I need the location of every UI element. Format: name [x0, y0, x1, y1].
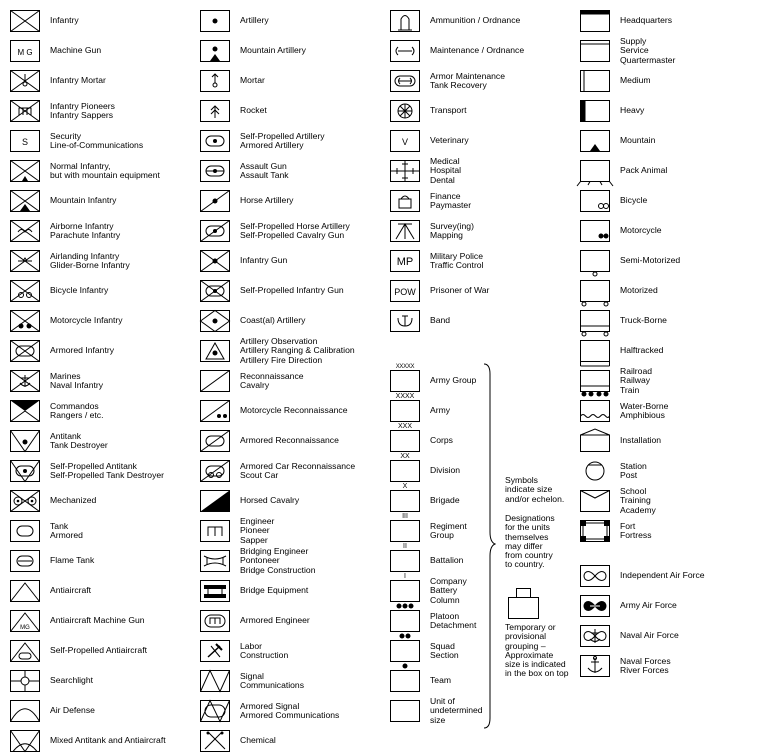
symbol-label: Pack Animal: [620, 165, 668, 176]
rocket-icon: [200, 100, 230, 122]
symbol-row-security: [10, 126, 195, 156]
symbol-row-corps: [390, 423, 525, 456]
symbol-row-army-group: [390, 366, 525, 396]
symbol-row-mechanized: [10, 486, 195, 516]
symbol-label: Supply Service Quartermaster: [620, 36, 676, 65]
military-police-icon: [390, 250, 420, 272]
corps-icon: [390, 423, 420, 452]
svg-text:II: II: [403, 543, 407, 550]
symbol-label: Railroad Railway Train: [620, 366, 653, 395]
symbol-label: Bicycle Infantry: [50, 285, 109, 296]
symbol-row-prisoner-of-war: [390, 276, 525, 306]
symbol-label: Infantry Gun: [240, 255, 288, 266]
symbol-row-rocket: [200, 96, 385, 126]
naval-forces-icon: [580, 655, 610, 677]
signal-icon: [200, 670, 230, 692]
symbol-row-commandos: [10, 396, 195, 426]
symbol-label: Self-Propelled Horse Artillery Self-Propelled Cavalry Gun: [240, 220, 350, 240]
symbol-label: Machine Gun: [50, 45, 102, 56]
symbol-label: Labor Construction: [240, 640, 289, 660]
army-air-force-icon: [580, 595, 610, 617]
symbol-label: Motorized: [620, 285, 658, 296]
armor-maintenance-icon: [390, 70, 420, 92]
symbol-row-air-defense: [10, 696, 195, 726]
symbol-label: Survey(ing) Mapping: [430, 220, 474, 240]
symbol-label: Company Battery Column: [430, 576, 467, 605]
machine-gun-icon: [10, 40, 40, 62]
symbol-row-self-propelled-artillery: [200, 126, 385, 156]
symbol-row-motorized: [580, 276, 760, 306]
svg-text:X: X: [402, 483, 408, 490]
symbol-row-reconnaissance: [200, 366, 385, 396]
symbol-row-motorcycle-infantry: [10, 306, 195, 336]
antiaircraft-icon: [10, 580, 40, 602]
regiment-icon: [390, 513, 420, 542]
symbol-label: Antiaircraft: [50, 585, 92, 596]
ammunition-icon: [390, 10, 420, 32]
symbol-row-armored-reconnaissance: [200, 426, 385, 456]
halftracked-icon: [580, 340, 610, 362]
symbol-label: Armor Maintenance Tank Recovery: [430, 70, 505, 90]
symbol-label: Motorcycle: [620, 225, 662, 236]
engineer-icon: [200, 520, 230, 542]
symbol-label: Regiment Group: [430, 520, 467, 540]
symbol-label: Air Defense: [50, 705, 95, 716]
symbol-label: Station Post: [620, 460, 647, 480]
symbol-label: Ammunition / Ordnance: [430, 15, 521, 26]
unit-undetermined-icon: [390, 700, 420, 722]
mortar-icon: [200, 70, 230, 92]
symbol-row-army-air-force: [580, 591, 760, 621]
horse-artillery-icon: [200, 190, 230, 212]
symbol-row-motorcycle-reconnaissance: [200, 396, 385, 426]
note-size-echelon: Symbols indicate size and/or echelon.: [505, 475, 565, 504]
naval-air-force-icon: [580, 625, 610, 647]
symbol-row-armored-infantry: [10, 336, 195, 366]
self-propelled-infantry-gun-icon: [200, 280, 230, 302]
self-propelled-horse-artillery-icon: [200, 220, 230, 242]
symbol-label: Self-Propelled Antitank Self-Propelled Tank Destroyer: [50, 460, 165, 480]
symbol-row-flame-tank: [10, 546, 195, 576]
symbol-row-military-police: [390, 246, 525, 276]
symbol-row-armor-maintenance: [390, 66, 525, 96]
flame-tank-icon: [10, 550, 40, 572]
symbol-label: Armored Signal Armored Communications: [240, 700, 340, 720]
airlanding-infantry-icon: [10, 250, 40, 272]
symbol-label: Transport: [430, 105, 467, 116]
symbol-label: School Training Academy: [620, 486, 656, 515]
svg-text:I: I: [404, 573, 406, 580]
symbol-row-mountain-infantry: [10, 186, 195, 216]
labor-icon: [200, 640, 230, 662]
symbol-label: Army Air Force: [620, 600, 677, 611]
fort-icon: [580, 520, 610, 542]
symbol-label: Motorcycle Infantry: [50, 315, 123, 326]
symbol-row-unit-undetermined: [390, 696, 525, 726]
armored-reconnaissance-icon: [200, 430, 230, 452]
symbol-row-airlanding-infantry: [10, 246, 195, 276]
symbol-row-antiaircraft: [10, 576, 195, 606]
symbol-row-heavy: [580, 96, 760, 126]
mixed-antitank-antiaircraft-icon: [10, 730, 40, 752]
symbol-row-transport: [390, 96, 525, 126]
army-group-icon: [390, 364, 420, 392]
symbol-label: Security Line-of-Communications: [50, 130, 144, 150]
symbol-label: Corps: [430, 435, 453, 446]
symbol-row-mortar: [200, 66, 385, 96]
bridge-equipment-icon: [200, 580, 230, 602]
assault-gun-icon: [200, 160, 230, 182]
svg-text:S: S: [21, 137, 29, 147]
symbol-label: Division: [430, 465, 461, 476]
symbol-row-ammunition: [390, 6, 525, 36]
symbol-row-signal: [200, 666, 385, 696]
symbol-label: Mechanized: [50, 495, 97, 506]
antiaircraft-machine-gun-icon: [10, 610, 40, 632]
air-defense-icon: [10, 700, 40, 722]
truck-borne-icon: [580, 310, 610, 332]
symbol-label: Water-Borne Amphibious: [620, 400, 669, 420]
symbol-label: Self-Propelled Artillery Armored Artillery: [240, 130, 325, 150]
symbol-row-band: [390, 306, 525, 336]
symbol-label: Prisoner of War: [430, 285, 490, 296]
symbol-label: Chemical: [240, 735, 276, 746]
airborne-infantry-icon: [10, 220, 40, 242]
artillery-icon: [200, 10, 230, 32]
tank-icon: [10, 520, 40, 542]
symbol-row-headquarters: [580, 6, 760, 36]
symbol-row-self-propelled-antiaircraft: [10, 636, 195, 666]
infantry-gun-icon: [200, 250, 230, 272]
symbol-row-naval-forces: [580, 651, 760, 681]
symbol-label: Mountain Artillery: [240, 45, 306, 56]
searchlight-icon: [10, 670, 40, 692]
station-icon: [580, 460, 610, 482]
symbol-row-bicycle: [580, 186, 760, 216]
symbol-label: Mountain: [620, 135, 656, 146]
symbol-row-labor: [200, 636, 385, 666]
symbol-row-veterinary: [390, 126, 525, 156]
infantry-mortar-icon: [10, 70, 40, 92]
symbol-label: Squad Section: [430, 640, 459, 660]
symbol-label: Airlanding Infantry Glider-Borne Infantry: [50, 250, 130, 270]
symbol-row-medical: [390, 156, 525, 186]
svg-text:XX: XX: [400, 453, 410, 460]
armored-engineer-icon: [200, 610, 230, 632]
symbol-label: Medical Hospital Dental: [430, 156, 462, 185]
symbol-row-independent-air-force: [580, 561, 760, 591]
symbol-row-horsed-cavalry: [200, 486, 385, 516]
finance-icon: [390, 190, 420, 212]
symbol-label: Horsed Cavalry: [240, 495, 300, 506]
symbol-row-marines: [10, 366, 195, 396]
symbol-row-mountain: [580, 126, 760, 156]
symbol-label: Fort Fortress: [620, 520, 652, 540]
platoon-icon: [390, 610, 420, 632]
symbol-row-artillery-observation: [200, 336, 385, 366]
svg-text:M G: M G: [17, 48, 33, 57]
bicycle-icon: [580, 190, 610, 212]
symbol-label: Armored Engineer: [240, 615, 310, 626]
symbol-label: Army: [430, 405, 451, 416]
mountain-icon: [580, 130, 610, 152]
symbol-label: Tank Armored: [50, 520, 83, 540]
symbol-row-armored-car-reconnaissance: [200, 456, 385, 486]
motorcycle-infantry-icon: [10, 310, 40, 332]
symbol-row-army: [390, 393, 525, 426]
band-icon: [390, 310, 420, 332]
coastal-artillery-icon: [200, 310, 230, 332]
motorcycle-reconnaissance-icon: [200, 400, 230, 422]
pack-animal-icon: [580, 160, 610, 182]
symbol-row-chemical: [200, 726, 385, 756]
symbol-row-company: [390, 573, 525, 606]
motorized-icon: [580, 280, 610, 302]
svg-text:V: V: [401, 137, 409, 147]
symbol-label: Infantry Mortar: [50, 75, 106, 86]
armored-signal-icon: [200, 700, 230, 722]
symbol-label: Halftracked: [620, 345, 664, 356]
symbol-label: Battalion: [430, 555, 464, 566]
symbol-label: Self-Propelled Antiaircraft: [50, 645, 147, 656]
symbol-row-antitank: [10, 426, 195, 456]
symbol-label: Independent Air Force: [620, 570, 705, 581]
symbol-label: Band: [430, 315, 451, 326]
svg-text:XXXX: XXXX: [395, 393, 415, 400]
symbol-row-fort: [580, 516, 760, 546]
symbol-label: Veterinary: [430, 135, 469, 146]
svg-text:XXX: XXX: [397, 423, 413, 430]
independent-air-force-icon: [580, 565, 610, 587]
symbol-label: Headquarters: [620, 15, 673, 26]
security-icon: [10, 130, 40, 152]
svg-text:MP: MP: [396, 256, 414, 268]
infantry-pioneers-icon: [10, 100, 40, 122]
railroad-icon: [580, 370, 610, 392]
symbol-row-surveying: [390, 216, 525, 246]
svg-text:MG: MG: [20, 625, 30, 631]
prisoner-of-war-icon: [390, 280, 420, 302]
symbol-label: Rocket: [240, 105, 267, 116]
symbol-label: Commandos Rangers / etc.: [50, 400, 104, 420]
reconnaissance-icon: [200, 370, 230, 392]
symbol-row-semi-motorized: [580, 246, 760, 276]
transport-icon: [390, 100, 420, 122]
symbol-row-blank: [390, 336, 525, 366]
symbol-label: Maintenance / Ordnance: [430, 45, 525, 56]
normal-infantry-mountain-icon: [10, 160, 40, 182]
symbol-row-machine-gun: [10, 36, 195, 66]
symbol-label: Marines Naval Infantry: [50, 370, 104, 390]
installation-icon: [580, 430, 610, 452]
symbol-label: Military Police Traffic Control: [430, 250, 484, 270]
symbol-label: Bridge Equipment: [240, 585, 309, 596]
symbol-row-railroad: [580, 366, 760, 396]
symbol-row-antiaircraft-machine-gun: [10, 606, 195, 636]
mountain-artillery-icon: [200, 40, 230, 62]
symbol-label: Installation: [620, 435, 662, 446]
infantry-icon: [10, 10, 40, 32]
school-icon: [580, 490, 610, 512]
symbol-label: Naval Forces River Forces: [620, 655, 671, 675]
symbol-row-tank: [10, 516, 195, 546]
symbol-label: Platoon Detachment: [430, 610, 477, 630]
battalion-icon: [390, 543, 420, 572]
svg-text:III: III: [402, 513, 408, 520]
chemical-icon: [200, 730, 230, 752]
medium-icon: [580, 70, 610, 92]
symbol-label: Horse Artillery: [240, 195, 294, 206]
symbol-row-water-borne: [580, 396, 760, 426]
symbol-row-mountain-artillery: [200, 36, 385, 66]
symbol-row-searchlight: [10, 666, 195, 696]
symbol-row-artillery: [200, 6, 385, 36]
self-propelled-antitank-icon: [10, 460, 40, 482]
veterinary-icon: [390, 130, 420, 152]
symbol-label: Bicycle: [620, 195, 648, 206]
symbol-row-infantry: [10, 6, 195, 36]
supply-icon: [580, 40, 610, 62]
horsed-cavalry-icon: [200, 490, 230, 512]
symbol-row-mixed-antitank-antiaircraft: [10, 726, 195, 756]
symbol-label: Naval Air Force: [620, 630, 679, 641]
symbol-label: Infantry Pioneers Infantry Sappers: [50, 100, 115, 120]
army-icon: [390, 393, 420, 422]
medical-icon: [390, 160, 420, 182]
symbol-row-armored-engineer: [200, 606, 385, 636]
symbol-row-coastal-artillery: [200, 306, 385, 336]
symbol-row-supply: [580, 36, 760, 66]
symbol-row-assault-gun: [200, 156, 385, 186]
symbol-label: Infantry: [50, 15, 79, 26]
symbol-row-infantry-gun: [200, 246, 385, 276]
symbol-row-school: [580, 486, 760, 516]
symbol-row-self-propelled-infantry-gun: [200, 276, 385, 306]
mountain-infantry-icon: [10, 190, 40, 212]
symbol-row-medium: [580, 66, 760, 96]
symbol-label: Mixed Antitank and Antiaircraft: [50, 735, 166, 746]
symbol-label: Army Group: [430, 375, 477, 386]
armored-car-reconnaissance-icon: [200, 460, 230, 482]
svg-text:XXXXX: XXXXX: [395, 364, 415, 370]
symbol-row-pack-animal: [580, 156, 760, 186]
symbol-label: Semi-Motorized: [620, 255, 681, 266]
symbol-row-infantry-pioneers: [10, 96, 195, 126]
symbol-row-engineer: [200, 516, 385, 546]
headquarters-icon: [580, 10, 610, 32]
svg-text:POW: POW: [394, 287, 416, 297]
bridging-engineer-icon: [200, 550, 230, 572]
symbol-label: Armored Car Reconnaissance Scout Car: [240, 460, 356, 480]
symbol-label: Artillery: [240, 15, 269, 26]
symbol-label: Mountain Infantry: [50, 195, 117, 206]
symbol-row-bicycle-infantry: [10, 276, 195, 306]
symbol-label: Finance Paymaster: [430, 190, 472, 210]
symbol-row-truck-borne: [580, 306, 760, 336]
symbol-row-normal-infantry-mountain: [10, 156, 195, 186]
company-icon: [390, 573, 420, 602]
symbol-row-armored-signal: [200, 696, 385, 726]
symbol-label: Antitank Tank Destroyer: [50, 430, 108, 450]
self-propelled-artillery-icon: [200, 130, 230, 152]
symbol-row-naval-air-force: [580, 621, 760, 651]
symbol-label: Brigade: [430, 495, 460, 506]
symbol-row-bridge-equipment: [200, 576, 385, 606]
heavy-icon: [580, 100, 610, 122]
symbol-label: Armored Reconnaissance: [240, 435, 339, 446]
symbol-label: Medium: [620, 75, 651, 86]
symbol-label: Signal Communications: [240, 670, 304, 690]
symbol-row-self-propelled-antitank: [10, 456, 195, 486]
maintenance-icon: [390, 40, 420, 62]
symbol-label: Reconnaissance Cavalry: [240, 370, 304, 390]
surveying-icon: [390, 220, 420, 242]
note-designations: Designations for the units themselves may differ from country to country.: [505, 513, 555, 570]
water-borne-icon: [580, 400, 610, 422]
symbol-row-motorcycle: [580, 216, 760, 246]
symbol-label: Motorcycle Reconnaissance: [240, 405, 348, 416]
symbol-row-finance: [390, 186, 525, 216]
marines-icon: [10, 370, 40, 392]
squad-icon: [390, 640, 420, 662]
temporary-grouping-icon: [508, 588, 542, 622]
symbol-label: Heavy: [620, 105, 645, 116]
armored-infantry-icon: [10, 340, 40, 362]
symbol-label: Engineer Pioneer Sapper: [240, 516, 275, 545]
symbol-row-bridging-engineer: [200, 546, 385, 576]
symbol-label: Team: [430, 675, 452, 686]
symbol-row-airborne-infantry: [10, 216, 195, 246]
team-icon: [390, 670, 420, 692]
semi-motorized-icon: [580, 250, 610, 272]
bicycle-infantry-icon: [10, 280, 40, 302]
symbol-row-installation: [580, 426, 760, 456]
self-propelled-antiaircraft-icon: [10, 640, 40, 662]
symbol-label: Normal Infantry, but with mountain equipment: [50, 160, 160, 180]
symbol-row-horse-artillery: [200, 186, 385, 216]
symbol-row-self-propelled-horse-artillery: [200, 216, 385, 246]
symbol-row-halftracked: [580, 336, 760, 366]
division-icon: [390, 453, 420, 482]
artillery-observation-icon: [200, 340, 230, 362]
symbol-label: Antiaircraft Machine Gun: [50, 615, 145, 626]
symbol-label: Assault Gun Assault Tank: [240, 160, 289, 180]
mechanized-icon: [10, 490, 40, 512]
symbol-label: Airborne Infantry Parachute Infantry: [50, 220, 121, 240]
symbol-label: Armored Infantry: [50, 345, 114, 356]
symbol-row-infantry-mortar: [10, 66, 195, 96]
symbol-row-maintenance: [390, 36, 525, 66]
blank-icon: [390, 340, 420, 362]
echelon-brace-icon: [482, 362, 496, 732]
symbol-label: Unit of undetermined size: [430, 696, 483, 725]
symbol-label: Self-Propelled Infantry Gun: [240, 285, 344, 296]
motorcycle-icon: [580, 220, 610, 242]
symbol-label: Artillery Observation Artillery Ranging & Calibration Artillery Fire Direction: [240, 336, 355, 365]
symbol-label: Truck-Borne: [620, 315, 667, 326]
symbol-label: Mortar: [240, 75, 265, 86]
symbol-label: Bridging Engineer Pontoneer Bridge Construction: [240, 546, 316, 575]
symbol-label: Flame Tank: [50, 555, 95, 566]
commandos-icon: [10, 400, 40, 422]
antitank-icon: [10, 430, 40, 452]
note-temporary-grouping: Temporary or provisional grouping – Approximate size is indicated in the box on top: [505, 622, 569, 679]
brigade-icon: [390, 483, 420, 512]
symbol-label: Coast(al) Artillery: [240, 315, 306, 326]
symbol-row-station: [580, 456, 760, 486]
symbol-label: Searchlight: [50, 675, 93, 686]
